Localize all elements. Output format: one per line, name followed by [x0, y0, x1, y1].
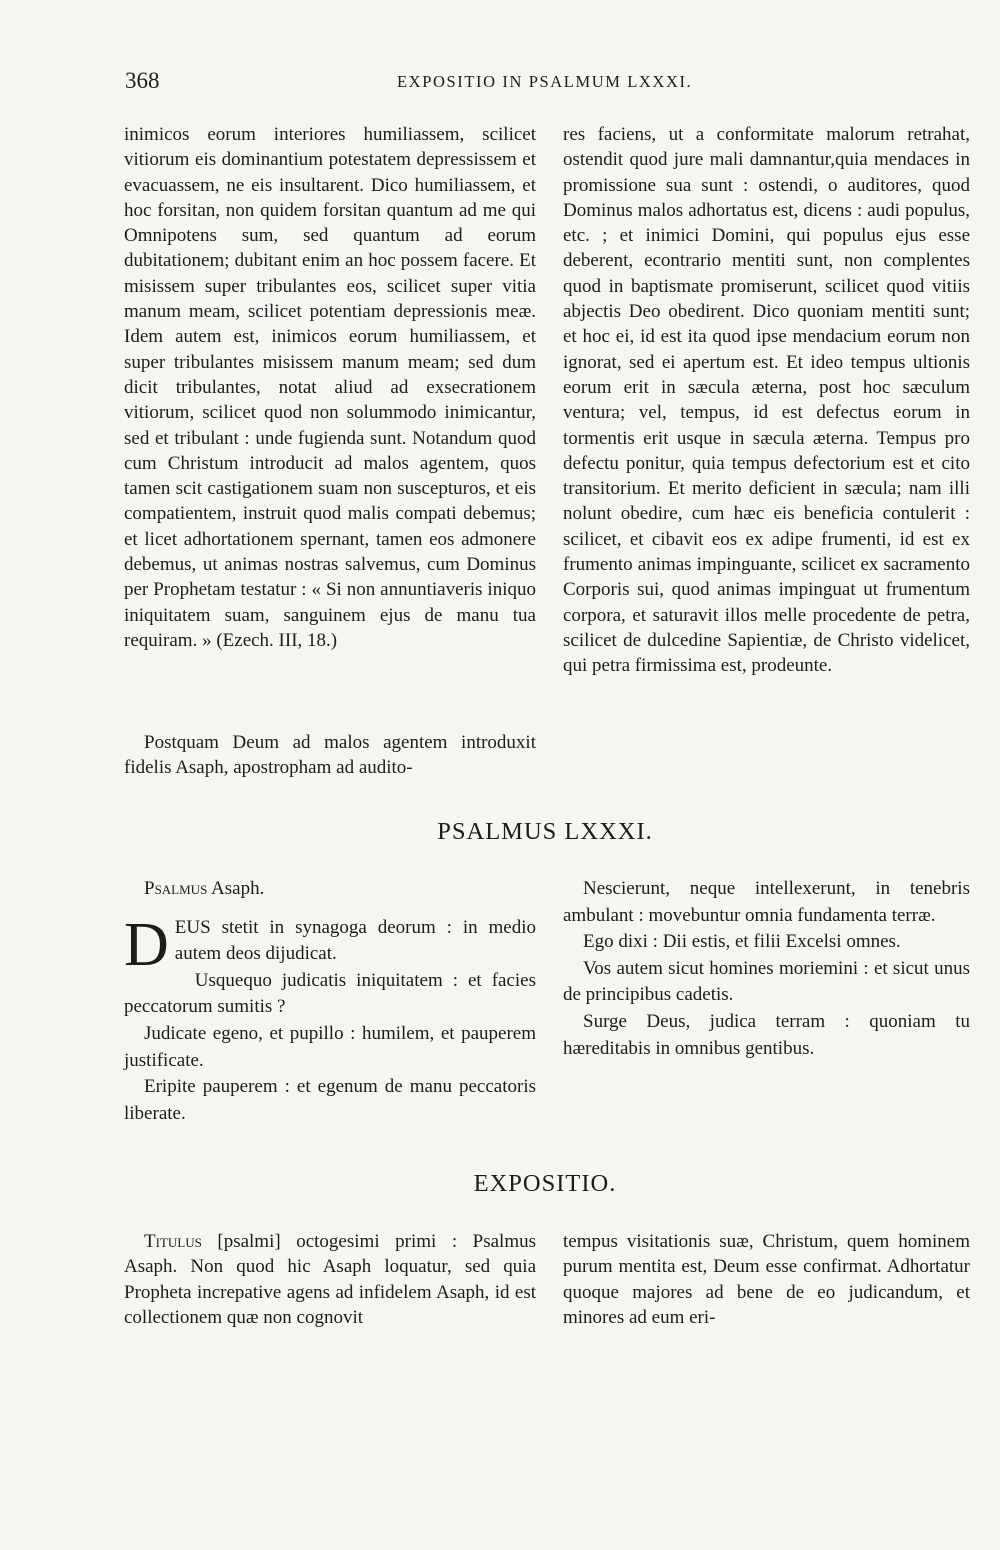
- psalm-verse: Vos autem sicut homines moriemini : et sicut unus de principibus cadetis.: [563, 957, 970, 1006]
- psalm-verse-1: [124, 910, 536, 979]
- commentary-paragraph-continued-right: res faciens, ut a conformitate malorum retrahat, ostendit quod jure mali damnantur,quia mendaces in promissione sua sunt : ostendi, o auditores, quod Dominus malos adhortatus est, dicens : audi populus, etc. ; et inimici Domini, qui populus ejus esse deberent, econtrario mentiti sunt, non complentes quod in baptismate promiserunt, scilicet quod vitiis abjectis Deo obedirent. Dico quoniam mentiti sunt; et hoc ei, id est ita quod ipse mendacium eorum non ignorat, sed ei apertum est. Et ideo tempus ultionis eorum erit in sæcula æterna, post hoc sæculum ventura; vel, tempus, id est defectus eorum in tormentis erit usque in sæcula æterna. Tempus pro defectu ponitur, quia tempus defectorium est et cito transitorium. Et merito deficient in sæcula; nam illi nolunt obedire, cum hæc eis beneficia contulerit : scilicet, et cibavit eos ex adipe frumenti, id est ex frumento animas impinguante, scilicet ex sacramento Corporis sui, quod animas impinguat ut frumentum corpora, et saturavit illos melle procedente de petra, scilicet de dulcedine Sapientiæ, de Christo videlicet, qui petra firmissima est, prodeunte.: [563, 124, 970, 677]
- psalm-verse: Surge Deus, judica terram : quoniam tu hæreditabis in omnibus gentibus.: [563, 1010, 970, 1059]
- psalm-title: PSALMUS LXXXI.: [437, 818, 653, 845]
- psalm-verse: Ego dixi : Dii estis, et filii Excelsi omnes.: [583, 931, 901, 953]
- psalm-heading: [124, 876, 536, 903]
- commentary-paragraph-continued: Postquam Deum ad malos agentem introduxit fidelis Asaph, apostropham ad audito-: [124, 732, 536, 779]
- drop-capital: D: [124, 910, 169, 979]
- exposition-paragraph: [124, 1229, 536, 1330]
- psalm-right-column: [563, 876, 970, 1062]
- psalm-verse: Usquequo judicatis iniquitatem : et facies peccatorum sumitis ?: [124, 969, 536, 1018]
- exposition-left-column: [124, 1229, 536, 1330]
- commentary-left-column: [124, 122, 536, 653]
- page-number: 368: [125, 68, 160, 93]
- exposition-right-column: [563, 1229, 970, 1330]
- psalm-verse: Eripite pauperem : et egenum de manu peccatoris liberate.: [124, 1076, 536, 1124]
- psalm-verse: Nescierunt, neque intellexerunt, in tenebris ambulant : movebuntur omnia fundamenta terræ.: [563, 878, 970, 926]
- psalm-heading-rest: Asaph.: [207, 878, 265, 899]
- exposition-title: EXPOSITIO.: [473, 1170, 617, 1197]
- commentary-left-column-end: [124, 730, 536, 781]
- psalm-verse: Judicate egeno, et pupillo : humilem, et pauperem justificate.: [124, 1022, 536, 1071]
- exposition-right-text: tempus visitationis suæ, Christum, quem hominem purum mentita est, Deum esse confirmat. Adhortatur quoque majores ad bene de eo judicandum, et minores ad eum eri-: [563, 1231, 970, 1328]
- exposition-left-text: [psalmi] octogesimi primi : Psalmus Asaph. Non quod hic Asaph loquatur, sed quia Propheta increpative agens ad infidelem Asaph, id est collectionem quæ non cognovit: [124, 1231, 536, 1328]
- commentary-right-column-text: [563, 122, 970, 679]
- exposition-sc: Titulus: [144, 1231, 202, 1252]
- psalm-verse-1-text: EUS stetit in synagoga deorum : in medio autem deos dijudicat.: [174, 916, 536, 965]
- commentary-paragraph: inimicos eorum interiores humiliassem, scilicet vitiorum eis dominantium potestatem depressissem et evacuassem, ne eis insultarent. Dico humiliassem, et hoc forsitan, non quidem forsitan quantum ad me qui Omnipotens sum, sed quantum ad eorum dubitationem; dubitant enim an hoc possem facere. Et misissem super tribulantes eos, scilicet super vitia manum meam, scilicet potentiam depressionis meæ. Idem autem est, inimicos eorum humiliassem, et super tribulantes misissem manum meam; sed dum dicit tribulantes, notat aliud ad exsecrationem vitiorum, scilicet quod non solummodo inimicantur, sed et tribulant : unde fugienda sunt. Notandum quod cum Christum introducit ad malos agentem, quos tamen scit castigationem suam non suscepturos, et eis compatientem, instruit quod malis compati debemus; et licet adhortationem spernant, tamen eos admonere debemus, ut animas nostras salvemus, cum Dominus per Prophetam testatur : « Si non annuntiaveris iniquo iniquitatem suam, sanguinem ejus de manu tua requiram. » (Ezech. III, 18.): [124, 124, 536, 651]
- page-header: [125, 68, 970, 98]
- psalm-left-column: [124, 876, 536, 1127]
- running-title: EXPOSITIO IN PSALMUM LXXXI.: [397, 72, 693, 91]
- psalm-heading-sc: Psalmus: [144, 878, 208, 899]
